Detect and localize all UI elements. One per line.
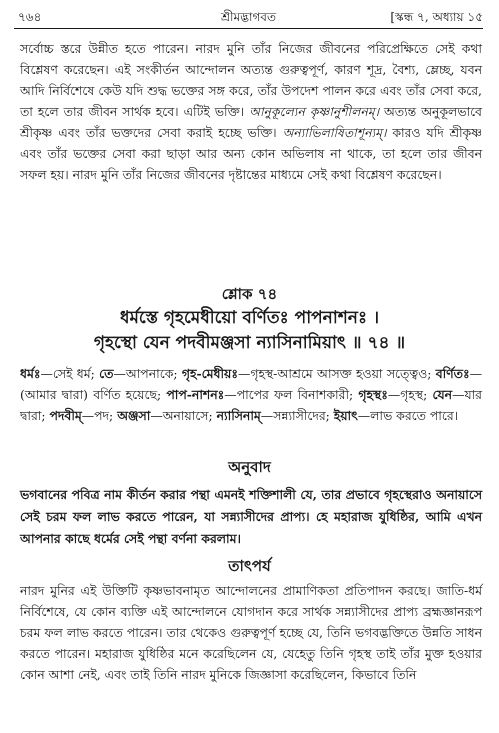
sanskrit-verse bbox=[0, 306, 499, 356]
translation-heading: অনুবাদ bbox=[228, 458, 271, 476]
synonym-word: বর্ণিতঃ bbox=[435, 366, 470, 381]
synonym-meaning: —(আমার দ্বারা) বর্ণিত হয়েছে; bbox=[20, 366, 482, 402]
verse-line-1: ধর্মস্তে গৃহমেধীয়ো বর্ণিতঃ পাপনাশনঃ । bbox=[119, 308, 380, 328]
synonym-meaning: —লাভ করতে পারে। bbox=[357, 408, 459, 423]
synonym-meaning: —আপনাকে; bbox=[113, 366, 178, 381]
synonym-meaning: —সেই ধর্ম; bbox=[40, 366, 95, 381]
purport-paragraph: নারদ মুনির এই উক্তিটি কৃষ্ণভাবনামৃত আন্দোলনের প্রামাণিকতা প্রতিপাদন করছে। জাতি-ধর্ম নির্বিশেষে, যে কোন ব্যক্তি এই আন্দোলনে যোগদান করে সার্থক সন্ন্যাসীদের প্রাপ্য ব্রহ্মজ্ঞানরূপ চরম ফল লাভ করতে পারেন। তার থেকেও গুরুত্বপূর্ণ হচ্ছে যে, তিনি ভগবদ্ভক্তিতে উন্নতি সাধন করতে পারেন। মহারাজ যুধিষ্ঠির মনে করেছিলেন যে, যেহেতু তিনি গৃহস্থ তাই তাঁর মুক্ত হওয়ার কোন আশা নেই, এবং তাই তিনি নারদ মুনিকে জিজ্ঞাসা করেছিলেন, কিভাবে তিনি bbox=[20, 583, 482, 682]
synonym-word: ধর্মঃ bbox=[20, 366, 41, 381]
synonym-word: পাপ-নাশনঃ bbox=[166, 387, 225, 402]
synonym-word: তে bbox=[99, 366, 114, 381]
running-header bbox=[14, 6, 483, 28]
header-divider bbox=[14, 28, 483, 29]
synonym-word: ন্যাসিনাম্ bbox=[216, 408, 261, 423]
synonym-meaning: —পাপের ফল বিনাশকারী; bbox=[224, 387, 354, 402]
synonyms-paragraph bbox=[20, 363, 482, 426]
purport-heading: তাৎপর্য bbox=[228, 557, 271, 575]
synonym-meaning: —অনায়াসে; bbox=[150, 408, 213, 423]
synonym-word: গৃহস্থঃ bbox=[358, 387, 388, 402]
synonym-meaning: —গৃহস্থ; bbox=[387, 387, 428, 402]
synonym-meaning: —যার দ্বারা; bbox=[20, 387, 482, 423]
synonym-word: ইয়াৎ bbox=[333, 408, 358, 423]
para1-text-c: কারও যদি শ্রীকৃষ্ণ এবং তাঁর ভক্তের সেবা করা ছাড়া আর অন্য কোন অভিলাষ না থাকে, তা হলে তার জীবন সফল হয়। নারদ মুনি তাঁর নিজের জীবনের দৃষ্টান্তের মাধ্যমে সেই কথা বিশ্লেষণ করেছেন। bbox=[20, 125, 482, 182]
book-title: শ্রীমদ্ভাগবত bbox=[220, 10, 276, 24]
verse-heading: শ্লোক ৭৪ bbox=[221, 285, 278, 303]
synonym-meaning: —পদ; bbox=[81, 408, 114, 423]
chapter-reference: [স্কন্ধ ৭, অধ্যায় ১৫ bbox=[390, 10, 483, 24]
page-number: ৭৬৪ bbox=[18, 10, 42, 24]
synonym-meaning: —গৃহস্থ-আশ্রমে আসক্ত হওয়া সত্ত্বেও; bbox=[237, 366, 432, 381]
translation-paragraph: ভগবানের পবিত্র নাম কীর্তন করার পন্থা এমনই শক্তিশালী যে, তার প্রভাবে গৃহস্থেরাও অনায়াসে সেই চরম ফল লাভ করতে পারেন, যা সন্ন্যাসীদের প্রাপ্য। হে মহারাজ যুধিষ্ঠির, আমি এখন আপনার কাছে ধর্মের সেই পন্থা বর্ণনা করলাম। bbox=[20, 487, 482, 546]
para1-quote-a: আনুকূল্যেন কৃষ্ণানুশীলনম্। bbox=[249, 104, 380, 119]
purport-continuation bbox=[20, 38, 482, 185]
synonym-word: পদবীম্ bbox=[49, 408, 82, 423]
synonym-word: যেন bbox=[432, 387, 453, 402]
synonym-meaning: —সন্ন্যাসীদের; bbox=[260, 408, 330, 423]
para1-text-a: সর্বোচ্চ স্তরে উন্নীত হতে পারেন। নারদ মুনি তাঁর নিজের জীবনের পরিপ্রেক্ষিতে সেই কথা বিশ্লেষণ করেছেন। এই সংকীর্তন আন্দোলন অত্যন্ত গুরুত্বপূর্ণ, কারণ শূদ্র, বৈশ্য, ম্লেচ্ছ, যবন আদি নির্বিশেষে কেউ যদি শুদ্ধ ভক্তের সঙ্গ করে, তাঁর উপদেশ পালন করে এবং তাঁর সেবা করে, তা হলে তার জীবন সার্থক হবে। এটিই ভক্তি। bbox=[20, 41, 482, 119]
synonym-word: গৃহ-মেধীয়ঃ bbox=[181, 366, 238, 381]
verse-line-2: গৃহস্থো যেন পদবীমঞ্জসা ন্যাসিনামিয়াৎ ॥ ৭৪ ॥ bbox=[93, 333, 406, 353]
para1-quote-b: অন্যাভিলাষিতাশূন্যম্। bbox=[282, 125, 387, 140]
synonym-word: অঞ্জসা bbox=[117, 408, 151, 423]
para1-text-b: অত্যন্ত অনুকূলভাবে শ্রীকৃষ্ণ এবং তাঁর ভক্তদের সেবা করাই হচ্ছে ভক্তি। bbox=[20, 104, 482, 140]
